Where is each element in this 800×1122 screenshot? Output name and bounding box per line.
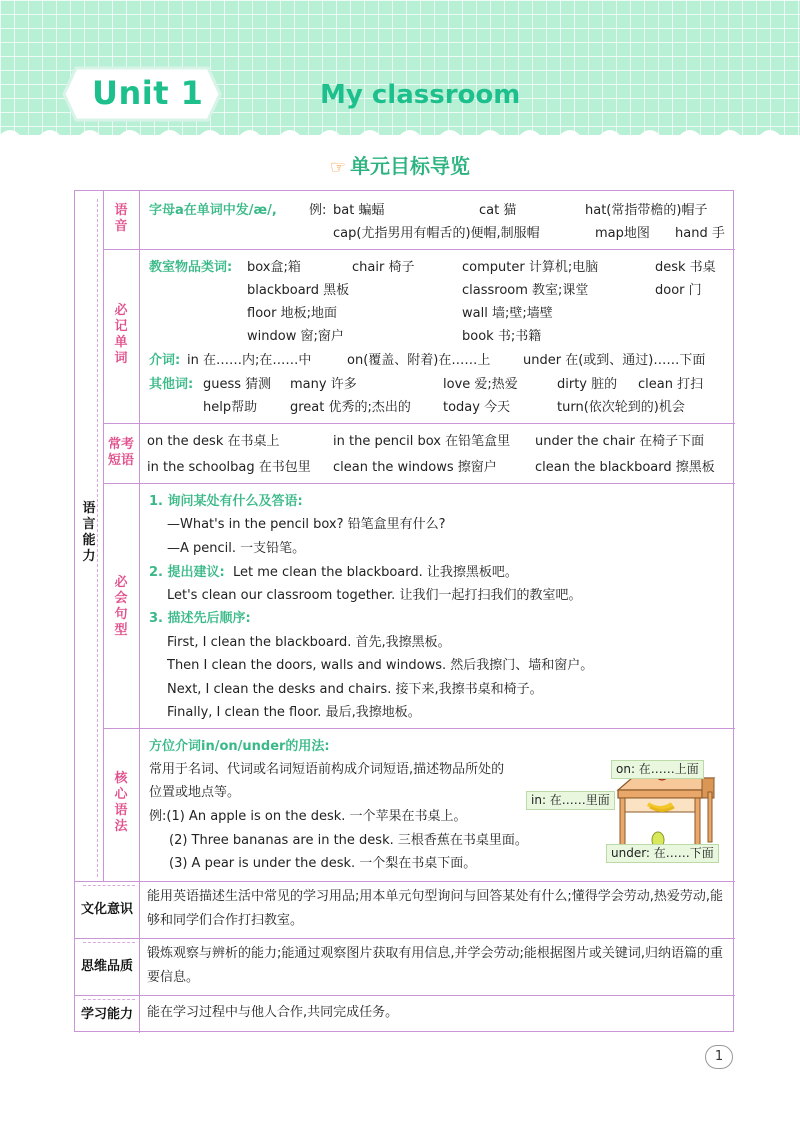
sentences-label: 必会句型 xyxy=(114,575,128,638)
vocab-floor: floor 地板;地面 xyxy=(247,306,337,321)
grammar-ex1: 例:(1) An apple is on the desk. 一个苹果在书桌上。 xyxy=(149,809,467,824)
vocab-turn: turn(依次轮到的)机会 xyxy=(557,400,685,415)
phrases-label: 常考短语 xyxy=(107,437,134,468)
vocab-class-label: 教室物品类词: xyxy=(149,260,233,275)
vocab-help: help帮助 xyxy=(203,400,258,415)
phrase-blackboard: clean the blackboard 擦黑板 xyxy=(535,460,715,475)
phrase-on-desk: on the desk 在书桌上 xyxy=(147,434,280,449)
vocab-box: box盒;箱 xyxy=(247,260,301,275)
culture-text: 能用英语描述生活中常见的学习用品;用本单元句型询问与回答某处有什么;懂得学会劳动,热爱劳动,能够和同学们合作打扫教室。 xyxy=(147,889,724,928)
vocab-computer: computer 计算机;电脑 xyxy=(462,260,599,275)
vocab-blackboard: blackboard 黑板 xyxy=(247,283,350,298)
vocab-desk: desk 书桌 xyxy=(655,260,716,275)
label-under: under: 在……下面 xyxy=(606,844,719,863)
vocab-prep-under: under 在(或到、通过)……下面 xyxy=(523,353,706,368)
pointing-hand-icon: ☞ xyxy=(329,157,347,178)
pronunciation-prefix: 例: xyxy=(309,203,327,218)
language-ability-label: 语言能力 xyxy=(82,501,96,564)
pron-word-cat: cat 猫 xyxy=(479,203,517,218)
grammar-line1: 常用于名词、代词或名词短语前构成介词短语,描述物品所处的 xyxy=(149,762,505,777)
grammar-label: 核心语法 xyxy=(114,771,128,834)
pronunciation-label: 语音 xyxy=(114,203,128,234)
vocab-many: many 许多 xyxy=(290,377,357,392)
vocab-prep-label: 介词: xyxy=(149,353,181,368)
vocab-prep-on: on(覆盖、附着)在……上 xyxy=(347,353,491,368)
grammar-ex2: (2) Three bananas are in the desk. 三根香蕉在书桌里面。 xyxy=(169,833,528,848)
culture-label: 文化意识 xyxy=(80,902,133,917)
header-wave-edge xyxy=(0,125,800,145)
vocab-other-label: 其他词: xyxy=(149,377,194,392)
vocab-guess: guess 猜测 xyxy=(203,377,272,392)
unit-title: My classroom xyxy=(320,80,521,110)
vocab-window: window 窗;窗户 xyxy=(247,329,344,344)
pron-word-hat: hat(常指带檐的)帽子 xyxy=(585,203,708,218)
sentence-heading-1: 1. 询问某处有什么及答语: xyxy=(149,494,303,509)
grammar-line2: 位置或地点等。 xyxy=(149,785,241,800)
vocab-today: today 今天 xyxy=(443,400,511,415)
sentence-l4: Let's clean our classroom together. 让我们一起打扫我们的教室吧。 xyxy=(167,588,582,603)
vocab-clean: clean 打扫 xyxy=(638,377,704,392)
grammar-ex3: (3) A pear is under the desk. 一个梨在书桌下面。 xyxy=(169,856,477,871)
sentence-l3: Let me clean the blackboard. 让我擦黑板吧。 xyxy=(233,565,518,580)
phrase-schoolbag: in the schoolbag 在书包里 xyxy=(147,460,311,475)
unit-label: Unit 1 xyxy=(92,74,204,112)
vocab-great: great 优秀的;杰出的 xyxy=(290,400,411,415)
vocab-label: 必记单词 xyxy=(114,303,128,366)
pronunciation-rule: 字母a在单词中发/æ/, xyxy=(149,203,277,218)
sentence-l1: —What's in the pencil box? 铅笔盒里有什么? xyxy=(167,517,446,532)
vocab-book: book 书;书籍 xyxy=(462,329,542,344)
goals-table xyxy=(74,190,734,1032)
sentence-heading-3: 3. 描述先后顺序: xyxy=(149,611,251,626)
sentence-l5: First, I clean the blackboard. 首先,我擦黑板。 xyxy=(167,635,451,650)
grammar-heading: 方位介词in/on/under的用法: xyxy=(149,739,330,754)
page-number: 1 xyxy=(705,1045,733,1069)
vocab-classroom: classroom 教室;课堂 xyxy=(462,283,589,298)
vocab-prep-in: in 在……内;在……中 xyxy=(187,353,312,368)
thinking-text: 锻炼观察与辨析的能力;能通过观察图片获取有用信息,并学会劳动;能根据图片或关键词,归纳语篇的重要信息。 xyxy=(147,946,724,985)
sentence-heading-2: 2. 提出建议: xyxy=(149,565,225,580)
label-in: in: 在……里面 xyxy=(526,791,615,810)
sentence-l6: Then I clean the doors, walls and windows. 然后我擦门、墙和窗户。 xyxy=(167,658,594,673)
section-title: ☞ 单元目标导览 xyxy=(329,154,471,178)
vocab-wall: wall 墙;壁;墙壁 xyxy=(462,306,553,321)
vocab-love: love 爱;热爱 xyxy=(443,377,518,392)
thinking-label: 思维品质 xyxy=(80,959,133,974)
sentence-l7: Next, I clean the desks and chairs. 接下来,我擦书桌和椅子。 xyxy=(167,682,543,697)
vocab-dirty: dirty 脏的 xyxy=(557,377,618,392)
learning-text: 能在学习过程中与他人合作,共同完成任务。 xyxy=(147,1005,399,1020)
pron-word-map: map地图 xyxy=(595,226,650,241)
pron-word-bat: bat 蝙蝠 xyxy=(333,203,385,218)
phrase-windows: clean the windows 擦窗户 xyxy=(333,460,497,475)
phrase-under-chair: under the chair 在椅子下面 xyxy=(535,434,705,449)
vocab-chair: chair 椅子 xyxy=(352,260,415,275)
pron-word-cap: cap(尤指男用有帽舌的)便帽,制服帽 xyxy=(333,226,540,241)
pron-word-hand: hand 手 xyxy=(675,226,725,241)
sentence-l2: —A pencil. 一支铅笔。 xyxy=(167,541,306,556)
label-on: on: 在……上面 xyxy=(611,760,704,779)
learning-label: 学习能力 xyxy=(80,1007,133,1022)
header-banner xyxy=(0,0,800,135)
sentence-l8: Finally, I clean the floor. 最后,我擦地板。 xyxy=(167,705,421,720)
phrase-pencil-box: in the pencil box 在铅笔盒里 xyxy=(333,434,511,449)
vocab-door: door 门 xyxy=(655,283,702,298)
